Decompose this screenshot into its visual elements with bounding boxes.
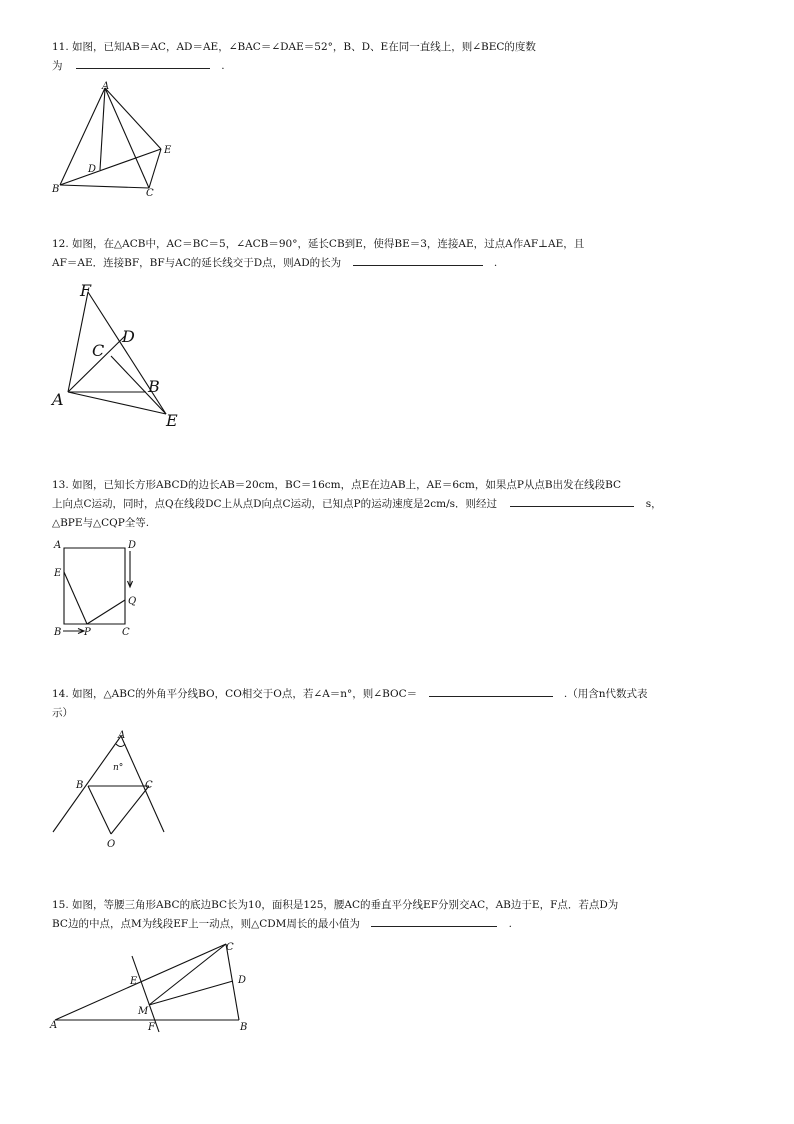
question-text: . (493, 257, 498, 269)
question-12-line-2 (52, 254, 742, 273)
question-number: 14. (52, 688, 69, 700)
point-label: B (54, 627, 62, 638)
question-15-line-1 (52, 896, 742, 915)
question-text: 为 (52, 60, 63, 72)
point-label: B (76, 780, 84, 791)
point-label: D (122, 327, 135, 346)
point-label: A (52, 390, 64, 409)
answer-blank[interactable] (510, 496, 634, 507)
point-label: C (226, 942, 234, 953)
point-label: O (107, 839, 116, 850)
question-number: 15. (52, 899, 69, 911)
question-number: 12. (52, 238, 69, 250)
question-11-line-1 (52, 38, 742, 57)
figure-13 (48, 536, 158, 646)
question-text: . (508, 918, 512, 930)
question-text: 如图，已知长方形ABCD的边长AB＝20cm，BC＝16cm，点E在边AB上，AE＝6cm，如果点P从点B出发在线段BC (72, 479, 622, 491)
question-13-line-1 (52, 476, 742, 495)
point-label: D (238, 975, 247, 986)
question-11 (52, 38, 742, 76)
point-label: A (102, 81, 110, 92)
point-label: A (54, 540, 62, 551)
question-13-line-2 (52, 495, 742, 514)
point-label: C (122, 627, 130, 638)
question-13 (52, 476, 742, 533)
question-14-line-2 (52, 704, 742, 723)
answer-blank[interactable] (429, 686, 553, 697)
question-14 (52, 685, 742, 723)
point-label: B (148, 377, 160, 396)
question-14-line-1 (52, 685, 742, 704)
figure-11 (48, 80, 188, 200)
answer-blank[interactable] (371, 916, 497, 927)
question-text: AF＝AE．连接BF，BF与AC的延长线交于D点，则AD的长为 (52, 257, 342, 269)
point-label: E (164, 145, 172, 156)
question-text: BC边的中点，点M为线段EF上一动点，则△CDM周长的最小值为 (52, 918, 360, 930)
point-label: B (52, 184, 60, 195)
question-11-line-2 (52, 57, 742, 76)
figure-12 (48, 280, 198, 435)
point-label: Q (128, 596, 137, 607)
question-12-line-1 (52, 235, 742, 254)
point-label: F (80, 281, 92, 300)
figure-14 (48, 724, 178, 854)
point-label: M (138, 1006, 149, 1017)
figure-11-diagram (48, 80, 188, 200)
point-label: A (118, 730, 126, 741)
question-text: △BPE与△CQP全等. (52, 517, 150, 529)
answer-blank[interactable] (76, 58, 210, 69)
point-label: D (88, 164, 97, 175)
point-label: C (146, 188, 154, 199)
point-label: F (148, 1022, 155, 1033)
question-text: 如图，已知AB＝AC，AD＝AE，∠BAC＝∠DAE＝52°，B、D、E在同一直线上，则∠BEC的度数 (72, 41, 536, 53)
answer-blank[interactable] (353, 255, 483, 266)
figure-15-diagram (48, 936, 268, 1036)
point-label: P (84, 627, 91, 638)
point-label: B (240, 1022, 248, 1033)
question-text: 如图，等腰三角形ABC的底边BC长为10，面积是125，腰AC的垂直平分线EF分别交AC，AB边于E，F点．若点D为 (72, 899, 619, 911)
figure-15 (48, 936, 268, 1036)
point-label: E (130, 976, 138, 987)
point-label: C (92, 341, 105, 360)
question-text: 如图，△ABC的外角平分线BO，CO相交于O点，若∠A＝n°，则∠BOC＝ (72, 688, 418, 700)
question-text: . (221, 60, 225, 72)
question-text: .（用含n代数式表 (563, 688, 648, 700)
question-12 (52, 235, 742, 273)
point-label: E (54, 568, 62, 579)
question-text: 上向点C运动，同时，点Q在线段DC上从点D向点C运动，已知点P的运动速度是2cm/s．则经过 (52, 498, 498, 510)
figure-13-diagram (48, 536, 158, 646)
point-label: C (145, 780, 153, 791)
question-text: s， (645, 498, 662, 510)
question-15 (52, 896, 742, 934)
question-text: 如图，在△ACB中，AC＝BC＝5，∠ACB＝90°，延长CB到E，使得BE＝3，连接AE，过点A作AF⊥AE，且 (72, 238, 585, 250)
question-number: 13. (52, 479, 69, 491)
point-label: D (128, 540, 137, 551)
angle-label: n° (113, 763, 124, 773)
question-text: 示） (52, 707, 73, 719)
figure-14-diagram (48, 724, 178, 854)
figure-12-diagram (48, 280, 198, 435)
point-label: E (166, 411, 178, 430)
point-label: A (50, 1020, 58, 1031)
question-13-line-3 (52, 514, 742, 533)
question-15-line-2 (52, 915, 742, 934)
question-number: 11. (52, 41, 69, 53)
